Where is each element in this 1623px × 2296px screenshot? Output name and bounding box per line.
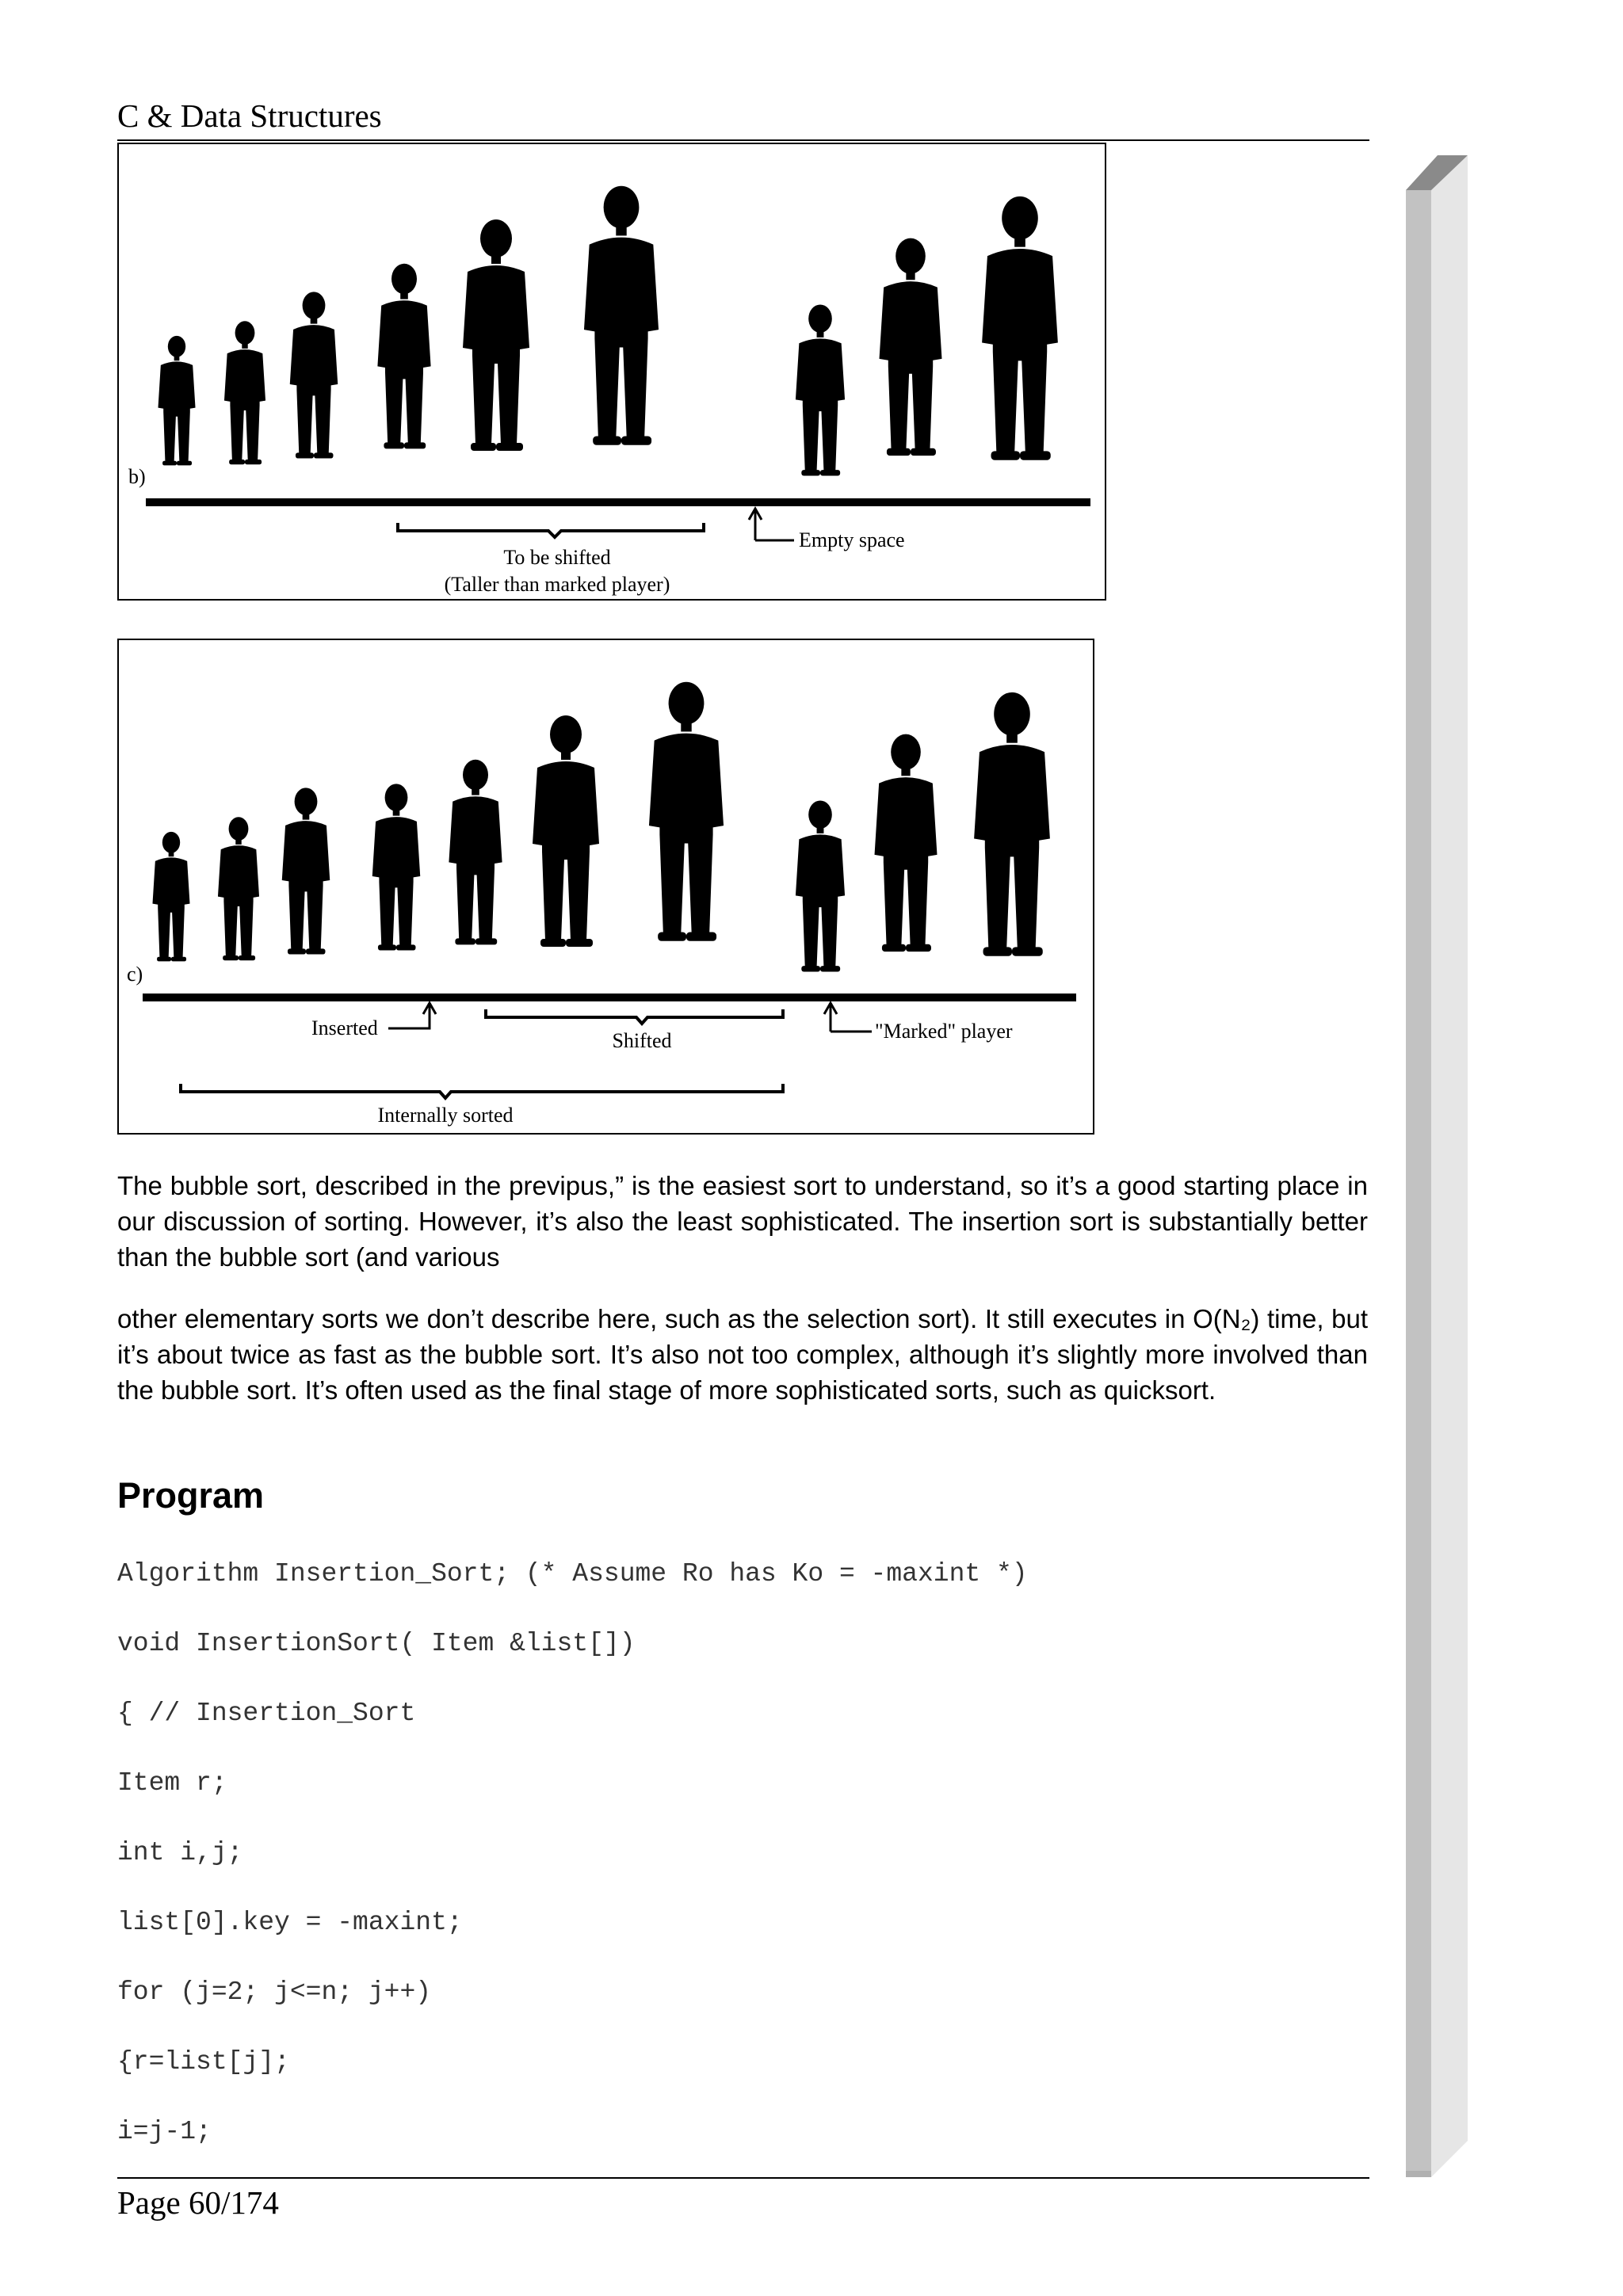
bracket-label-line2: (Taller than marked player) (444, 573, 670, 596)
code-line-4: Item r; (117, 1768, 227, 1798)
decorative-side-bar (1404, 155, 1468, 2177)
figure-b (117, 143, 1106, 601)
inserted-label: Inserted (311, 1016, 378, 1039)
code-line-3: { // Insertion_Sort (117, 1699, 416, 1728)
arrow-icon-marked (824, 1003, 872, 1032)
bracket-label-line1: To be shifted (503, 546, 611, 569)
floor-line-b (146, 498, 1090, 506)
running-header-title: C & Data Structures (117, 97, 382, 134)
marked-player-label: "Marked" player (875, 1020, 1013, 1043)
floor-line-c (143, 994, 1076, 1001)
people-row-b (158, 186, 1057, 476)
figure-c-illustration (119, 640, 1093, 1133)
page-number: Page 60/174 (117, 2184, 279, 2221)
program-heading: Program (117, 1475, 265, 1516)
figure-b-illustration (119, 144, 1105, 599)
code-line-2: void InsertionSort( Item &list[]) (117, 1629, 636, 1658)
bracket-internally-sorted (181, 1084, 783, 1098)
arrow-icon-empty-space (749, 509, 794, 540)
footer-rule (117, 2177, 1369, 2179)
shifted-label: Shifted (612, 1029, 672, 1052)
empty-space-label: Empty space (799, 528, 905, 551)
bracket-shifted (486, 1009, 783, 1024)
people-row-c (152, 682, 1049, 972)
header-rule (117, 139, 1369, 141)
panel-label-c: c) (127, 963, 143, 986)
bracket-to-be-shifted (398, 523, 704, 537)
code-line-5: int i,j; (117, 1838, 243, 1867)
code-line-8: {r=list[j]; (117, 2047, 290, 2077)
code-line-9: i=j-1; (117, 2117, 212, 2146)
code-line-7: for (j=2; j<=n; j++) (117, 1978, 432, 2007)
arrow-icon-inserted (388, 1003, 436, 1028)
internally-sorted-label: Internally sorted (377, 1104, 514, 1127)
paragraph-2: other elementary sorts we don’t describe here, such as the selection sort). It still executes in O(N₂) time, but it’s about twice as fast as the bubble sort. It’s also not too complex, although it’s slightly more involved than the bubble sort. It’s often used as the final stage of more sophisticated sorts, such as quicksort. (117, 1304, 1368, 1405)
code-line-6: list[0].key = -maxint; (117, 1908, 463, 1937)
paragraph-1: The bubble sort, described in the previpus,” is the easiest sort to understand, so it’s a good starting place in our discussion of sorting. However, it’s also the least sophisticated. The insertion sort is substantially better than the bubble sort (and various (117, 1171, 1368, 1272)
code-line-1: Algorithm Insertion_Sort; (* Assume Ro has Ko = -maxint *) (117, 1559, 1028, 1589)
figure-c (117, 639, 1094, 1135)
panel-label-b: b) (128, 465, 146, 488)
